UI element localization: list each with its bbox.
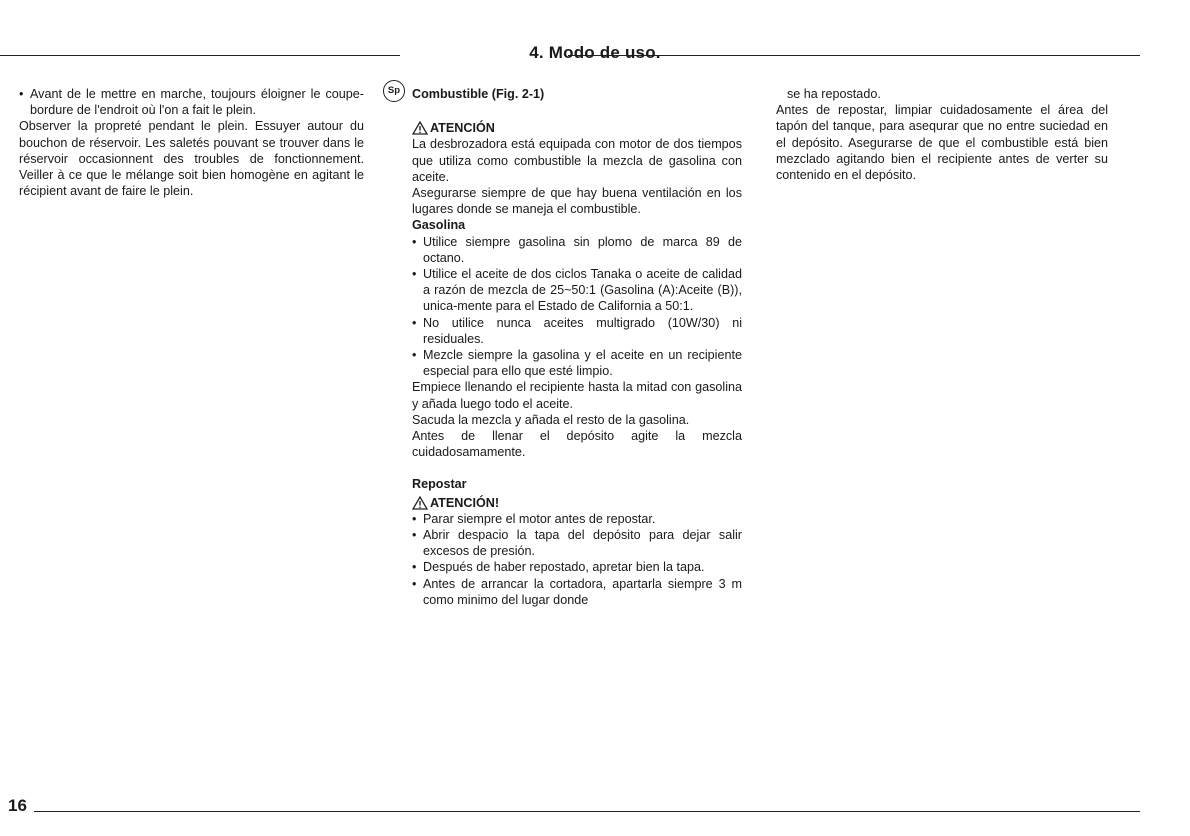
warning-label: ATENCIÓN! <box>430 495 500 510</box>
list-item: • Utilice siempre gasolina sin plomo de marca 89 de octano. <box>412 234 742 266</box>
agitate-paragraph: Antes de llenar el depósito agite la mezcla cuidadosamamente. <box>412 429 742 460</box>
list-item: • Utilice el aceite de dos ciclos Tanaka o aceite de calidad a razón de mezcla de 25~50:1 (Gasolina (A):Aceite (B)), unica-mente para el Estado de California a 50:1. <box>412 266 742 315</box>
french-paragraph: Observer la propreté pendant le plein. Essuyer autour du bouchon de réservoir. Les saletés pouvant se trouver dans le réservoir occasionnent des troubles de fonctionnement. Veiller à ce que le mélange soit bien homogène en agitant le récipient avant de faire le plein. <box>19 119 364 199</box>
list-item: • No utilice nunca aceites multigrado (10W/30) ni residuales. <box>412 315 742 347</box>
fuel-heading: Combustible (Fig. 2-1) <box>412 87 545 101</box>
spanish-language-badge: Sp <box>383 80 405 102</box>
list-item: • Mezcle siempre la gasolina y el aceite en un recipiente especial para ello que esté limpio. <box>412 347 742 379</box>
ventilation-paragraph: Asegurarse siempre de que hay buena ventilación en los lugares donde se maneja el combustible. <box>412 186 742 217</box>
warning-label: ATENCIÓN <box>430 121 495 136</box>
mix-paragraph: Empiece llenando el recipiente hasta la mitad con gasolina y añada luego todo el aceite. <box>412 380 742 411</box>
footer-rule <box>34 811 1140 812</box>
warning-triangle-icon <box>412 121 428 135</box>
list-item: • Abrir despacio la tapa del depósito para dejar salir excesos de presión. <box>412 527 742 559</box>
list-item: • Antes de arrancar la cortadora, apartarla siempre 3 m como minimo del lugar donde <box>412 576 742 608</box>
page-number: 16 <box>8 796 27 815</box>
spanish-column-middle <box>412 86 742 608</box>
fuel-paragraph: La desbrozadora está equipada con motor de dos tiempos que utiliza como combustible la mezcla de gasolina con aceite. <box>412 137 742 184</box>
cleaning-paragraph: Antes de repostar, limpiar cuidadosamente el área del tapón del tanque, para asequrar que no entre suciedad en el depósito. Asegurarse de que el combustible está bien mezclado agitando bien el recipiente antes de verter su contenido en el depósito. <box>776 103 1108 183</box>
warning-notice <box>412 120 742 136</box>
french-column <box>19 86 364 199</box>
spanish-column-right <box>776 86 1108 183</box>
warning-triangle-icon <box>412 496 428 510</box>
french-bullet: • Avant de le mettre en marche, toujours éloigner le coupe-bordure de l'endroit où l'on a fait le plein. <box>19 86 364 118</box>
warning-notice <box>412 495 742 511</box>
gasolina-heading: Gasolina <box>412 218 466 233</box>
list-item: • Después de haber repostado, apretar bien la tapa. <box>412 559 742 575</box>
shake-paragraph: Sacuda la mezcla y añada el resto de la gasolina. <box>412 412 690 427</box>
repostar-heading: Repostar <box>412 477 467 492</box>
continued-line: se ha repostado. <box>787 87 881 101</box>
section-title: 4. Modo de uso. <box>529 43 661 62</box>
list-item: • Parar siempre el motor antes de repostar. <box>412 511 742 527</box>
